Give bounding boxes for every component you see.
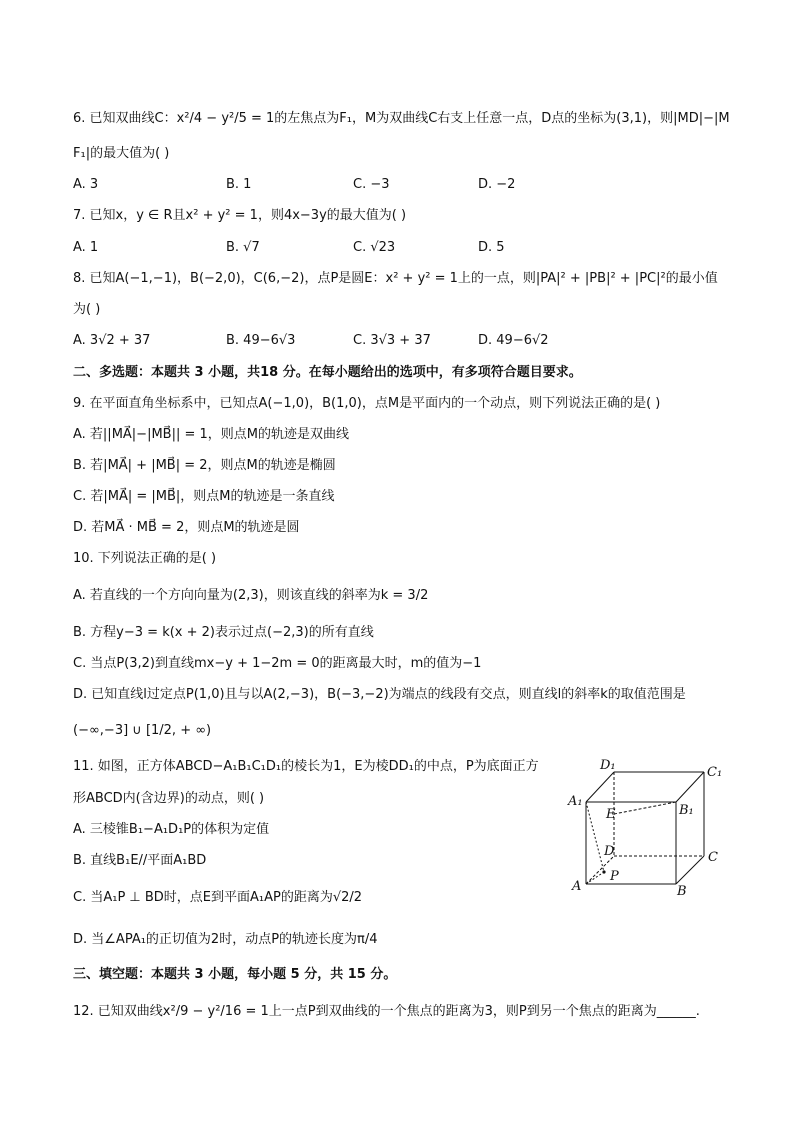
q8-option-a: A. 3√2 + 37 [73,333,151,348]
q10-option-d-continued: (−∞,−3] ∪ [1/2, + ∞) [73,723,212,738]
segment-e-b1 [614,802,676,814]
q6-option-c: C. −3 [353,177,390,192]
label-p: P [610,869,619,884]
q6-option-d: D. −2 [478,177,516,192]
segment-a-p [586,872,604,884]
q8-option-c: C. 3√3 + 37 [353,333,431,348]
q9-option-b: B. 若|MA⃗| + |MB⃗| = 2，则点M的轨迹是椭圆 [73,458,336,473]
q6-options [73,176,713,194]
q10-option-b: B. 方程y−3 = k(x + 2)表示过点(−2,3)的所有直线 [73,625,374,640]
q9-stem: 9. 在平面直角坐标系中，已知点A(−1,0)，B(1,0)，点M是平面内的一个动点，则下列说法正确的是( ) [73,396,661,411]
label-d1: D₁ [600,758,616,773]
q10-option-a: A. 若直线的一个方向向量为(2,3)，则该直线的斜率为k = 3/2 [73,588,429,603]
section-2-heading: 二、多选题：本题共 3 小题，共18 分。在每小题给出的选项中，有多项符合题目要求。 [73,365,582,380]
section-3-heading: 三、填空题：本题共 3 小题，每小题 5 分，共 15 分。 [73,967,397,982]
q9-option-c: C. 若|MA⃗| = |MB⃗|，则点M的轨迹是一条直线 [73,489,335,504]
q8-option-d: D. 49−6√2 [478,333,549,348]
label-c1: C₁ [707,765,723,780]
q7-option-d: D. 5 [478,240,505,255]
q11-stem-line2: 形ABCD内(含边界)的动点，则( ) [73,791,265,806]
q6-stem-line1: 6. 已知双曲线C：x²/4 − y²/5 = 1的左焦点为F₁，M为双曲线C右支上任意一点，D点的坐标为(3,1)，则|MD|−|M [73,111,730,126]
edge-a1-d1 [586,772,614,802]
q9-option-d: D. 若MA⃗ · MB⃗ = 2，则点M的轨迹是圆 [73,520,300,535]
edge-b1-c1 [676,772,704,802]
q7-option-a: A. 1 [73,240,99,255]
edge-b-c [676,856,704,884]
label-d: D [604,844,615,859]
q7-options [73,239,713,257]
q6-stem-line2: F₁|的最大值为( ) [73,146,170,161]
q11-option-c: C. 当A₁P ⊥ BD时，点E到平面A₁AP的距离为√2/2 [73,890,363,905]
q6-option-b: B. 1 [226,177,252,192]
q10-stem: 10. 下列说法正确的是( ) [73,551,217,566]
segment-a1-p [586,802,604,872]
q11-option-d: D. 当∠APA₁的正切值为2时，动点P的轨迹长度为π/4 [73,932,378,947]
q10-option-d: D. 已知直线l过定点P(1,0)且与以A(2,−3)，B(−3,−2)为端点的线段有交点，则直线l的斜率k的取值范围是 [73,687,686,702]
q8-option-b: B. 49−6√3 [226,333,296,348]
label-a: A [572,879,582,894]
q6-option-a: A. 3 [73,177,99,192]
label-a1: A₁ [568,794,583,809]
label-b1: B₁ [679,803,694,818]
q11-option-b: B. 直线B₁E//平面A₁BD [73,853,207,868]
q7-stem: 7. 已知x，y ∈ R且x² + y² = 1，则4x−3y的最大值为( ) [73,208,407,223]
q8-stem-line2: 为( ) [73,302,101,317]
label-c: C [708,850,718,865]
label-b: B [677,884,687,899]
q11-option-a: A. 三棱锥B₁−A₁D₁P的体积为定值 [73,822,270,837]
q9-option-a: A. 若||MA⃗|−|MB⃗|| = 1，则点M的轨迹是双曲线 [73,427,349,442]
q8-stem-line1: 8. 已知A(−1,−1)，B(−2,0)，C(6,−2)，点P是圆E：x² + y² = 1上的一点，则|PA|² + |PB|² + |PC|²的最小值 [73,271,718,286]
point-p-dot [602,870,605,873]
q7-option-b: B. √7 [226,240,260,255]
q12-stem: 12. 已知双曲线x²/9 − y²/16 = 1上一点P到双曲线的一个焦点的距离为3，则P到另一个焦点的距离为______. [73,1004,700,1019]
q11-stem-line1: 11. 如图，正方体ABCD−A₁B₁C₁D₁的棱长为1，E为棱DD₁的中点，P为底面正方 [73,759,539,774]
q8-options [73,332,713,350]
q10-option-c: C. 当点P(3,2)到直线mx−y + 1−2m = 0的距离最大时，m的值为−1 [73,656,482,671]
cube-figure [566,752,726,900]
label-e: E [606,807,616,822]
q7-option-c: C. √23 [353,240,396,255]
